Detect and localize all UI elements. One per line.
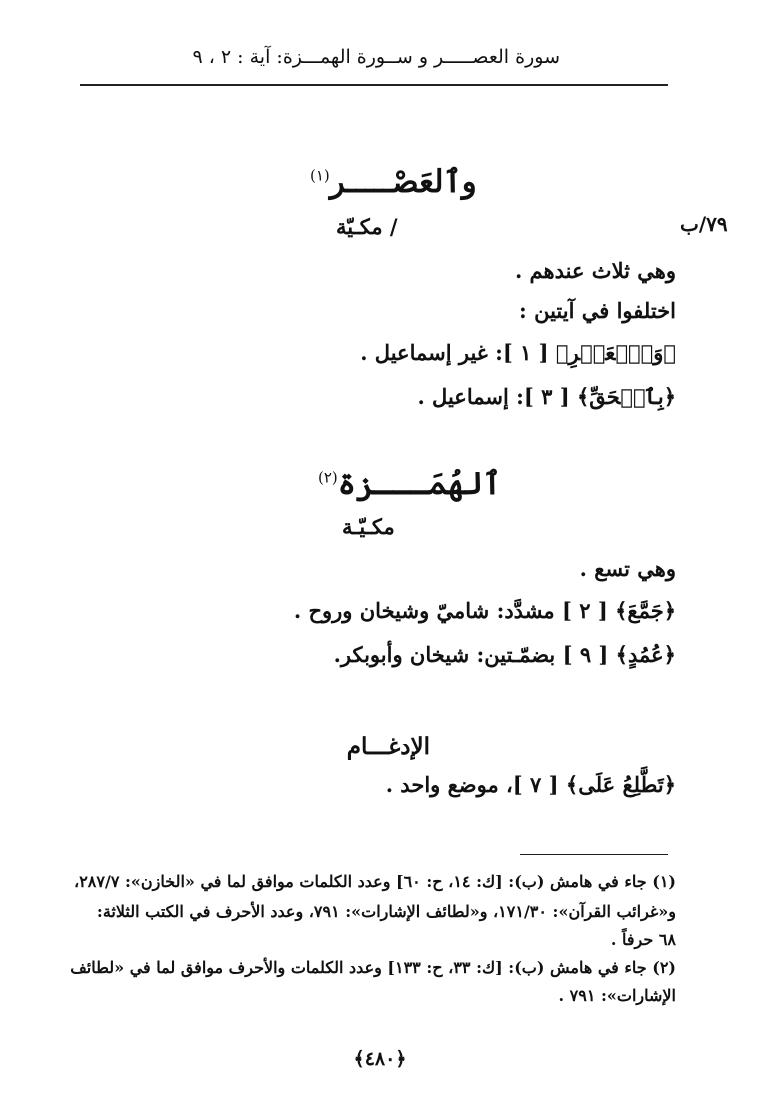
surah-asr-disagreement: اختلفوا في آيتين : (519, 298, 676, 323)
surah-title-asr (310, 164, 477, 200)
surah-humaza-item: ﴿جَمَّعَ﴾ [ ٢ ] مشدَّد: شاميّ وشيخان وروح . (293, 598, 676, 623)
idgham-entry: ﴿تَطَّلِعُ عَلَى﴾ [ ٧ ]، موضع واحد . (385, 772, 676, 797)
footnote-rule (520, 854, 668, 855)
footnote-ref-1: (١) (310, 166, 330, 185)
folio-margin-note: ٧٩/ب (680, 212, 728, 236)
running-header: سورة العصـــــر و ســورة الهمـــزة: آية : ٢ ، ٩ (192, 46, 560, 68)
footnote-line: الإشارات»: ٧٩١ . (558, 986, 676, 1005)
footnote-line: ٦٨ حرفاً . (610, 930, 676, 949)
surah-title-humaza-text: ٱلهُمَـــزة (337, 466, 502, 502)
footnote-ref-2: (٢) (318, 468, 338, 487)
footnote-line: (٢) جاء في هامش (ب): [ك: ٣٣، ح: ١٣٣] وعدد الكلمات والأحرف موافق لما في «لطائف (70, 958, 676, 977)
idgham-heading: الإدغـــام (346, 733, 430, 760)
surah-title-asr-text: وٱلعَصْـــــر (329, 164, 477, 200)
footnote-line: و«غرائب القرآن»: ١٧١/٣٠، و«لطائف الإشارات»: ٧٩١، وعدد الأحرف في الكتب الثلاثة: (96, 902, 676, 921)
page-number: ﴿٤٨٠﴾ (353, 1048, 407, 1070)
surah-asr-type: / مكـيّة (336, 214, 398, 239)
surah-humaza-type: مكـيّـة (342, 514, 395, 539)
footnote-line: (١) جاء في هامش (ب): [ك: ١٤، ح: ٦٠] وعدد الكلمات موافق لما في «الخازن»: ٢٨٧/٧، (74, 872, 676, 891)
surah-asr-verse-count: وهي ثلاث عندهم . (514, 258, 676, 283)
surah-title-humaza (318, 466, 501, 502)
surah-humaza-verse-count: وهي تسع . (579, 556, 676, 581)
surah-humaza-item: ﴿عُمُدٍ﴾ [ ٩ ] بضمّـتين: شيخان وأبوبكر. (333, 642, 676, 667)
header-rule (80, 84, 668, 86)
surah-asr-item: ﴿وَٱلۡعَصۡرِ﴾ [ ١ ]: غير إسماعيل . (360, 340, 676, 365)
surah-asr-item: ﴿بِٱلۡحَقِّ﴾ [ ٣ ]: إسماعيل . (417, 384, 676, 409)
